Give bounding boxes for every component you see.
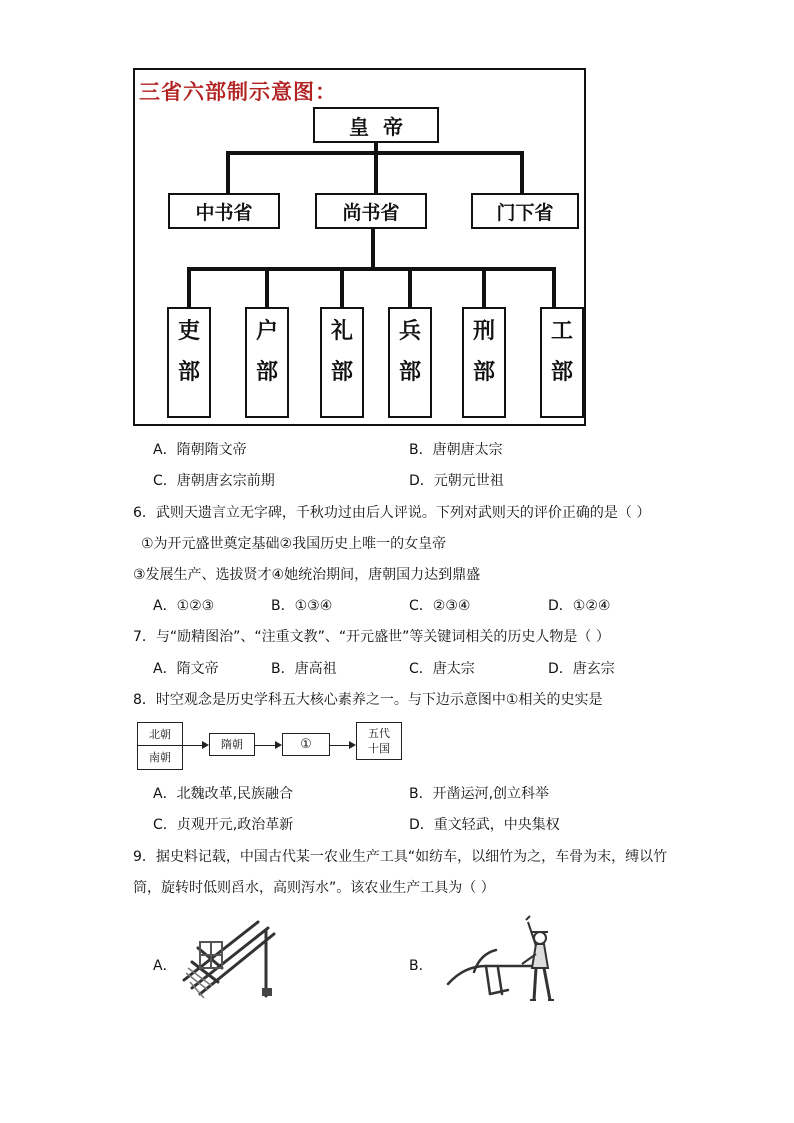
q8-option-b: B．开凿运河,创立科举 — [409, 786, 550, 802]
connector — [371, 229, 375, 271]
waterwheel-icon — [178, 918, 278, 1002]
q9-stem-line1: 9．据史料记载，中国古代某一农业生产工具“如纺车，以细竹为之，车骨为末，缚以竹 — [133, 849, 668, 865]
ministry-gong — [540, 307, 584, 418]
q8-option-a: A．北魏改革,民族融合 — [153, 786, 294, 802]
flow-arrow — [183, 745, 202, 746]
q7-option-c: C．唐太宗 — [409, 661, 475, 677]
arrow-head-icon — [202, 741, 209, 749]
sui-dynasty-box: 隋朝 — [209, 733, 255, 756]
province-shangshu — [315, 193, 427, 229]
ministry-char: 部 — [255, 359, 278, 385]
province-label: 尚书省 — [342, 201, 400, 224]
connector — [552, 267, 556, 307]
q6-option-c: C．②③④ — [409, 598, 471, 614]
emperor-label: 皇 帝 — [349, 114, 403, 139]
q6-stem: 6．武则天遗言立无字碑，千秋功过由后人评说。下列对武则天的评价正确的是（ ） — [133, 505, 651, 521]
q6-option-d: D．①②④ — [548, 598, 611, 614]
q7-option-d: D．唐玄宗 — [548, 661, 615, 677]
province-zhongshu — [168, 193, 280, 229]
arrow-head-icon — [275, 741, 282, 749]
ministry-bing — [388, 307, 432, 418]
south-dynasties: 南朝 — [138, 746, 182, 769]
plough-icon — [444, 914, 568, 1006]
province-label: 门下省 — [496, 201, 554, 224]
q8-stem: 8．时空观念是历史学科五大核心素养之一。与下边示意图中①相关的史实是 — [133, 692, 603, 708]
connector — [340, 267, 344, 307]
q9-option-b-label: B． — [409, 958, 433, 974]
flow-arrow — [255, 745, 275, 746]
connector — [408, 267, 412, 307]
ministry-char: 兵 — [398, 318, 421, 344]
province-menxia — [471, 193, 579, 229]
ministry-li — [167, 307, 211, 418]
connector — [226, 151, 230, 194]
ministry-char: 部 — [330, 359, 353, 385]
province-label: 中书省 — [195, 201, 253, 224]
q7-stem: 7．与“励精图治”、“注重文教”、“开元盛世”等关键词相关的历史人物是（ ） — [133, 629, 610, 645]
q8-option-c: C．贞观开元,政治革新 — [153, 817, 294, 833]
arrow-head-icon — [349, 741, 356, 749]
ministry-char: 户 — [255, 318, 278, 344]
ministry-li-rites — [320, 307, 364, 418]
north-south-box — [137, 722, 183, 770]
connector — [520, 151, 524, 194]
ministry-char: 部 — [472, 359, 495, 385]
connector — [374, 151, 378, 194]
ministry-char: 部 — [177, 359, 200, 385]
emperor-box — [313, 107, 439, 143]
three-departments-diagram — [133, 68, 586, 426]
north-dynasties: 北朝 — [138, 723, 182, 746]
q7-option-b: B．唐高祖 — [271, 661, 337, 677]
blank-circle-one-box: ① — [282, 733, 330, 756]
connector — [187, 267, 191, 307]
q6-statement-line2: ③发展生产、选拔贤才④她统治期间，唐朝国力达到鼎盛 — [133, 567, 481, 583]
q6-statement-line1: ①为开元盛世奠定基础②我国历史上唯一的女皇帝 — [141, 536, 447, 552]
connector — [265, 267, 269, 307]
ministry-char: 工 — [550, 318, 573, 344]
q6-option-a: A．①②③ — [153, 598, 215, 614]
ministry-char: 部 — [398, 359, 421, 385]
wudai-label: 五代 — [368, 727, 390, 740]
q5-option-d: D．元朝元世祖 — [409, 473, 504, 489]
q5-option-c: C．唐朝唐玄宗前期 — [153, 473, 275, 489]
q5-option-b: B．唐朝唐太宗 — [409, 442, 503, 458]
diagram-title: 三省六部制示意图： — [139, 80, 337, 104]
ministry-char: 吏 — [177, 318, 200, 344]
q5-option-a: A．隋朝隋文帝 — [153, 442, 247, 458]
flow-arrow — [330, 745, 349, 746]
q9-option-a-label: A． — [153, 958, 177, 974]
ministry-hu — [245, 307, 289, 418]
connector — [187, 267, 556, 271]
connector — [482, 267, 486, 307]
q6-option-b: B．①③④ — [271, 598, 333, 614]
q8-option-d: D．重文轻武，中央集权 — [409, 817, 560, 833]
ministry-xing — [462, 307, 506, 418]
q7-option-a: A．隋文帝 — [153, 661, 219, 677]
shiguo-label: 十国 — [368, 742, 390, 755]
q9-stem-line2: 筒，旋转时低则舀水，高则泻水”。该农业生产工具为（ ） — [133, 880, 495, 896]
ministry-char: 礼 — [330, 318, 353, 344]
five-dynasties-ten-kingdoms-box — [356, 722, 402, 760]
ministry-char: 刑 — [472, 318, 495, 344]
ministry-char: 部 — [550, 359, 573, 385]
